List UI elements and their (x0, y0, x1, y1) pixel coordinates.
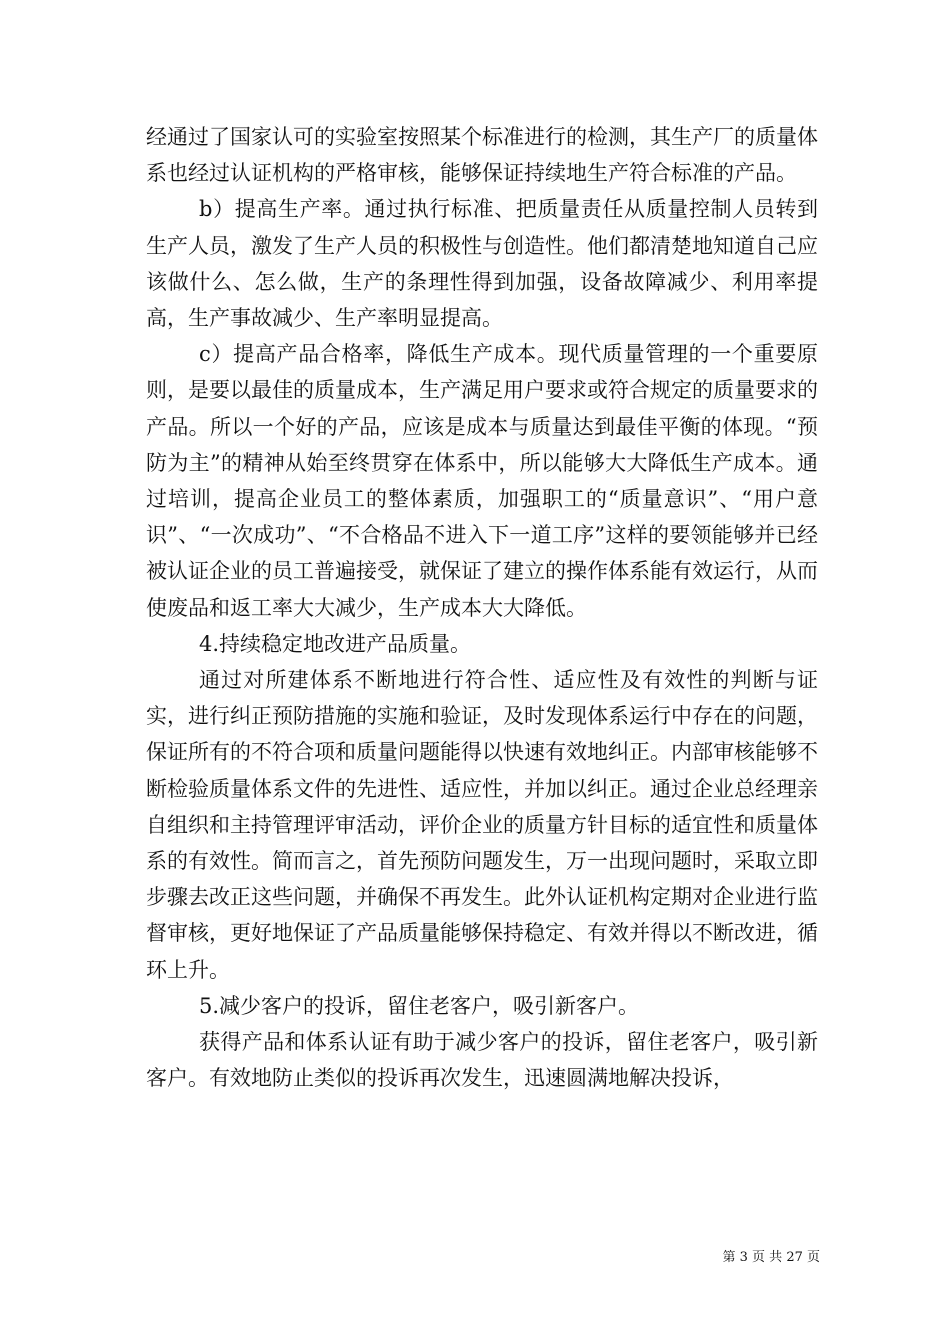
heading-quality-improvement: 4.持续稳定地改进产品质量。 (199, 631, 472, 656)
paragraph-customer-complaints: 获得产品和体系认证有助于减少客户的投诉，留住老客户，吸引新客户。有效地防止类似的投诉再次发生，迅速圆满地解决投诉， (146, 1030, 818, 1091)
paragraph-continuation: 经通过了国家认可的实验室按照某个标准进行的检测，其生产厂的质量体系也经过认证机构的严格审核，能够保证持续地生产符合标准的产品。 (146, 125, 818, 186)
paragraph-productivity: b）提高生产率。通过执行标准、把质量责任从质量控制人员转到生产人员，激发了生产人员的积极性与创造性。他们都清楚地知道自己应该做什么、怎么做，生产的条理性得到加强，设备故障减少、利用率提高，生产事故减少、生产率明显提高。 (146, 197, 818, 331)
heading-customer-complaints: 5.减少客户的投诉，留住老客户，吸引新客户。 (199, 993, 640, 1018)
paragraph-pass-rate: c）提高产品合格率，降低生产成本。现代质量管理的一个重要原则，是要以最佳的质量成本，生产满足用户要求或符合规定的质量要求的产品。所以一个好的产品，应该是成本与质量达到最佳平衡的体现。“预防为主”的精神从始至终贯穿在体系中，所以能够大大降低生产成本。通过培训，提高企业员工的整体素质，加强职工的“质量意识”、“用户意识”、“一次成功”、“不合格品不进入下一道工序”这样的要领能够并已经被认证企业的员工普遍接受，就保证了建立的操作体系能有效运行，从而使废品和返工率大大减少，生产成本大大降低。 (146, 342, 818, 620)
paragraph-quality-improvement: 通过对所建体系不断地进行符合性、适应性及有效性的判断与证实，进行纠正预防措施的实施和验证，及时发现体系运行中存在的问题，保证所有的不符合项和质量问题能得以快速有效地纠正。内部审核能够不断检验质量体系文件的先进性、适应性，并加以纠正。通过企业总经理亲自组织和主持管理评审活动，评价企业的质量方针目标的适宜性和质量体系的有效性。简而言之，首先预防问题发生，万一出现问题时，采取立即步骤去改正这些问题，并确保不再发生。此外认证机构定期对企业进行监督审核，更好地保证了产品质量能够保持稳定、有效并得以不断改进，循环上升。 (146, 668, 818, 982)
body-text (146, 119, 818, 1096)
page-number-footer: 第 3 页 共 27 页 (722, 1250, 820, 1265)
